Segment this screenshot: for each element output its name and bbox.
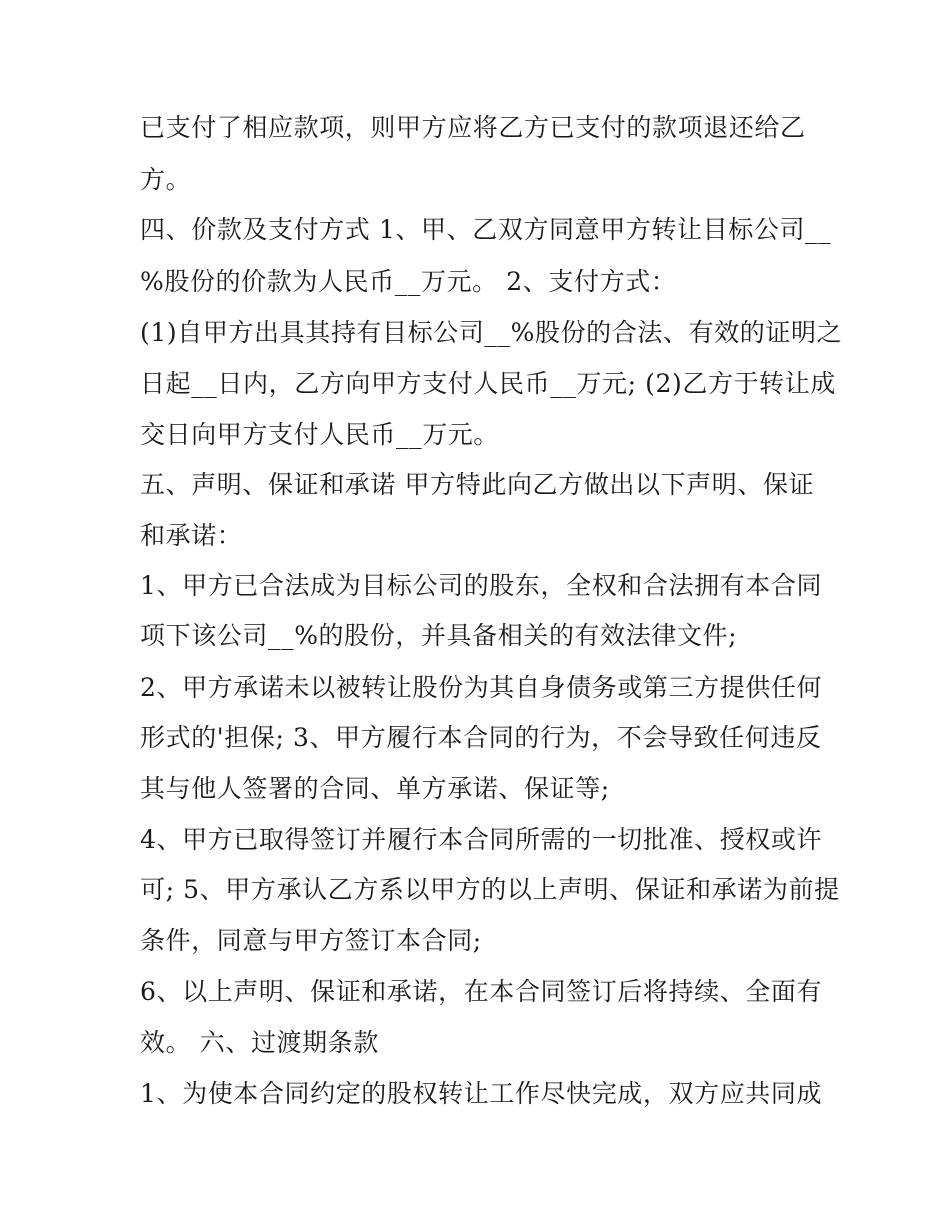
text-line-9: 和承诺： bbox=[140, 521, 243, 550]
text-line-17: 条件，同意与甲方签订本合同; bbox=[140, 926, 482, 955]
text-line-4: %股份的价款为人民币__万元。 2、支付方式： bbox=[140, 267, 677, 296]
text-line-3: 四、价款及支付方式 1、甲、乙双方同意甲方转让目标公司__ bbox=[140, 215, 832, 244]
text-line-2: 方。 bbox=[140, 165, 192, 194]
text-line-20: 1、为使本合同约定的股权转让工作尽快完成，双方应共同成 bbox=[140, 1079, 823, 1108]
text-line-10: 1、甲方已合法成为目标公司的股东，全权和合法拥有本合同 bbox=[140, 571, 823, 600]
text-line-8: 五、声明、保证和承诺 甲方特此向乙方做出以下声明、保证 bbox=[140, 470, 815, 499]
text-line-5: (1)自甲方出具其持有目标公司__%股份的合法、有效的证明之 bbox=[140, 318, 843, 347]
text-line-14: 其与他人签署的合同、单方承诺、保证等; bbox=[140, 774, 610, 803]
text-line-1: 已支付了相应款项，则甲方应将乙方已支付的款项退还给乙 bbox=[140, 113, 806, 142]
text-line-12: 2、甲方承诺未以被转让股份为其自身债务或第三方提供任何 bbox=[140, 673, 823, 702]
text-line-15: 4、甲方已取得签订并履行本合同所需的一切批准、授权或许 bbox=[140, 825, 823, 854]
text-line-18: 6、以上声明、保证和承诺，在本合同签订后将持续、全面有 bbox=[140, 977, 823, 1006]
text-line-16: 可; 5、甲方承认乙方系以甲方的以上声明、保证和承诺为前提 bbox=[140, 875, 840, 904]
text-line-13: 形式的'担保; 3、甲方履行本合同的行为，不会导致任何违反 bbox=[140, 723, 822, 752]
text-line-7: 交日向甲方支付人民币__万元。 bbox=[140, 420, 500, 449]
text-line-19: 效。 六、过渡期条款 bbox=[140, 1028, 379, 1057]
text-line-6: 日起__日内，乙方向甲方支付人民币__万元; (2)乙方于转让成 bbox=[140, 369, 836, 398]
text-line-11: 项下该公司__%的股份，并具备相关的有效法律文件; bbox=[140, 621, 738, 650]
